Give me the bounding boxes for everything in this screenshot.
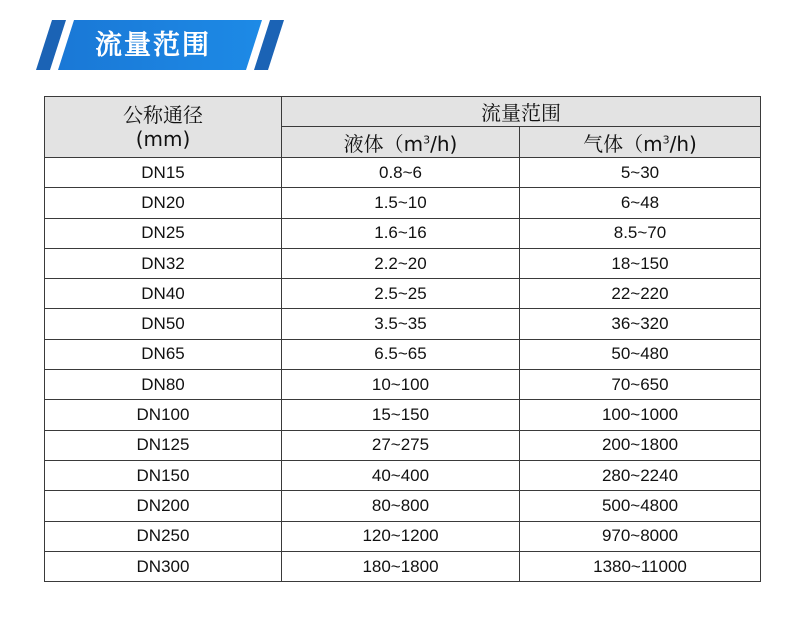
banner-title: 流量范围 bbox=[95, 30, 211, 61]
flow-range-table bbox=[44, 96, 761, 582]
table-row bbox=[45, 218, 761, 248]
cell-liquid: 1.6~16 bbox=[282, 218, 520, 248]
cell-gas: 1380~11000 bbox=[520, 551, 761, 581]
cell-dn: DN40 bbox=[45, 279, 282, 309]
cell-gas: 500~4800 bbox=[520, 491, 761, 521]
table-row bbox=[45, 370, 761, 400]
cell-dn: DN250 bbox=[45, 521, 282, 551]
cell-gas: 70~650 bbox=[520, 370, 761, 400]
cell-gas: 36~320 bbox=[520, 309, 761, 339]
cell-liquid: 80~800 bbox=[282, 491, 520, 521]
table-row bbox=[45, 430, 761, 460]
cell-liquid: 2.2~20 bbox=[282, 248, 520, 278]
table-row bbox=[45, 491, 761, 521]
cell-dn: DN300 bbox=[45, 551, 282, 581]
cell-dn: DN100 bbox=[45, 400, 282, 430]
cell-gas: 5~30 bbox=[520, 158, 761, 188]
table-row bbox=[45, 551, 761, 581]
cell-liquid: 180~1800 bbox=[282, 551, 520, 581]
cell-dn: DN125 bbox=[45, 430, 282, 460]
table-row bbox=[45, 460, 761, 490]
header-nominal-diameter bbox=[45, 97, 282, 158]
cell-dn: DN200 bbox=[45, 491, 282, 521]
table-row bbox=[45, 521, 761, 551]
header-gas-sup: 3 bbox=[662, 132, 670, 146]
header-gas-prefix: 气体（m bbox=[583, 131, 663, 156]
cell-dn: DN32 bbox=[45, 248, 282, 278]
header-liquid-sup: 3 bbox=[423, 132, 431, 146]
cell-gas: 22~220 bbox=[520, 279, 761, 309]
table-header-row bbox=[45, 97, 761, 127]
cell-liquid: 15~150 bbox=[282, 400, 520, 430]
table-row bbox=[45, 400, 761, 430]
cell-gas: 50~480 bbox=[520, 339, 761, 369]
table-row bbox=[45, 188, 761, 218]
header-gas bbox=[520, 127, 761, 158]
cell-dn: DN15 bbox=[45, 158, 282, 188]
cell-gas: 18~150 bbox=[520, 248, 761, 278]
header-flow-range: 流量范围 bbox=[282, 97, 761, 127]
cell-dn: DN150 bbox=[45, 460, 282, 490]
cell-liquid: 40~400 bbox=[282, 460, 520, 490]
cell-liquid: 2.5~25 bbox=[282, 279, 520, 309]
table-row bbox=[45, 309, 761, 339]
table-row bbox=[45, 248, 761, 278]
cell-dn: DN25 bbox=[45, 218, 282, 248]
cell-liquid: 6.5~65 bbox=[282, 339, 520, 369]
table-row bbox=[45, 279, 761, 309]
header-liquid bbox=[282, 127, 520, 158]
cell-gas: 6~48 bbox=[520, 188, 761, 218]
cell-gas: 280~2240 bbox=[520, 460, 761, 490]
cell-dn: DN65 bbox=[45, 339, 282, 369]
header-liquid-prefix: 液体（m bbox=[343, 131, 424, 156]
table-row bbox=[45, 158, 761, 188]
header-liquid-suffix: /h) bbox=[430, 131, 458, 156]
cell-liquid: 3.5~35 bbox=[282, 309, 520, 339]
header-gas-suffix: /h) bbox=[669, 131, 697, 156]
cell-gas: 8.5~70 bbox=[520, 218, 761, 248]
cell-liquid: 120~1200 bbox=[282, 521, 520, 551]
cell-liquid: 10~100 bbox=[282, 370, 520, 400]
section-banner bbox=[0, 0, 790, 80]
cell-gas: 100~1000 bbox=[520, 400, 761, 430]
cell-liquid: 1.5~10 bbox=[282, 188, 520, 218]
cell-liquid: 0.8~6 bbox=[282, 158, 520, 188]
cell-liquid: 27~275 bbox=[282, 430, 520, 460]
cell-gas: 200~1800 bbox=[520, 430, 761, 460]
cell-dn: DN80 bbox=[45, 370, 282, 400]
header-nominal-diameter-label: 公称通径 bbox=[123, 103, 203, 127]
cell-gas: 970~8000 bbox=[520, 521, 761, 551]
table-row bbox=[45, 339, 761, 369]
header-nominal-diameter-unit: (mm) bbox=[135, 127, 191, 151]
cell-dn: DN20 bbox=[45, 188, 282, 218]
cell-dn: DN50 bbox=[45, 309, 282, 339]
